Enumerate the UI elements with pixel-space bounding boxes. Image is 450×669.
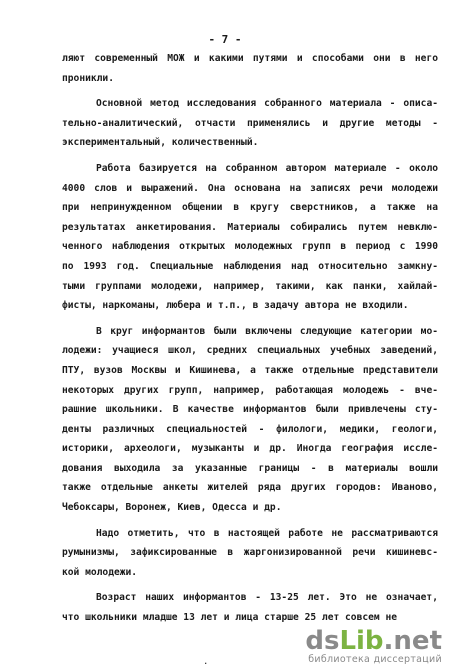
text-line: экспериментальный, количественный. bbox=[62, 137, 259, 149]
text-line: что школьники младше 13 лет и лица старше 25 лет совсем не bbox=[62, 612, 398, 624]
paragraph bbox=[62, 159, 438, 316]
text-line: 4000 слов и выражений. Она основана на записях речи молодежи bbox=[62, 182, 438, 194]
text-line: фисты, наркоманы, люберa и т.п., в задачу автора не входили. bbox=[62, 300, 409, 312]
text-line: кой молодежи. bbox=[62, 566, 138, 578]
paragraph bbox=[62, 49, 438, 88]
paragraph bbox=[62, 322, 438, 518]
text-line: ляют современный МОЖ и какими путями и способами они в него bbox=[62, 53, 438, 64]
page-number: - 7 - bbox=[208, 33, 242, 46]
text-line: Основной метод исследования собранного материала - описа- bbox=[96, 98, 438, 110]
watermark-logo: dsLib.net bbox=[305, 626, 442, 656]
text-line: Надо отметить, что в настоящей работе не рассматриваются bbox=[96, 527, 438, 539]
paragraph bbox=[62, 94, 438, 153]
text-line: по 1993 год. Специальные наблюдения над относительно замкну- bbox=[62, 260, 438, 272]
text-line: тыми группами молодежи, например, такими, как панки, хайлай- bbox=[62, 280, 438, 292]
document-body bbox=[62, 49, 438, 628]
text-line: результатах анкетирования. Материалы собирались путем невклю- bbox=[62, 221, 438, 233]
paragraph bbox=[62, 588, 438, 627]
text-line: проникли. bbox=[62, 72, 114, 84]
text-line: Работа базируется на собранном автором материале - около bbox=[96, 162, 438, 174]
text-line: тельно-аналитический, отчасти применялись и другие методы - bbox=[62, 117, 438, 129]
text-line: при непринужденном общении в кругу сверстников, а также на bbox=[62, 202, 438, 214]
text-line: лодежи: учащиеся школ, средних специальных учебных заведений, bbox=[62, 345, 438, 357]
text-line: ченного наблюдения открытых молодежных групп в период с 1990 bbox=[62, 241, 438, 253]
text-line: некоторых других групп, например, работающая молодежь - вче- bbox=[62, 384, 438, 396]
text-line: дования выходила за указанные границы - в материалы вошли bbox=[62, 462, 438, 474]
watermark[interactable] bbox=[305, 628, 442, 665]
text-line: Чебоксары, Воронеж, Киев, Одесса и др. bbox=[62, 502, 282, 514]
watermark-subtitle: библиотека диссертаций bbox=[308, 654, 442, 665]
text-line: денты различных специальностей - филологи, медики, геологи, bbox=[62, 423, 438, 435]
footer-mark: . bbox=[203, 657, 209, 667]
text-line: Возраст наших информантов - 13-25 лет. Это не означает, bbox=[96, 592, 438, 604]
text-line: румынизмы, зафиксированные в жаргонизированной речи кишиневс- bbox=[62, 547, 438, 559]
text-line: ПТУ, вузов Москвы и Кишинева, а также отдельные представители bbox=[62, 364, 438, 376]
text-line: рашние школьники. В качестве информантов были привлечены сту- bbox=[62, 404, 438, 416]
text-line: также отдельные анкеты жителей ряда других городов: Иваново, bbox=[62, 482, 438, 494]
text-line: В круг информантов были включены следующие категории мо- bbox=[96, 325, 438, 337]
paragraph bbox=[62, 524, 438, 583]
text-line: историки, археологи, музыканты и др. Иногда география иссле- bbox=[62, 443, 438, 455]
